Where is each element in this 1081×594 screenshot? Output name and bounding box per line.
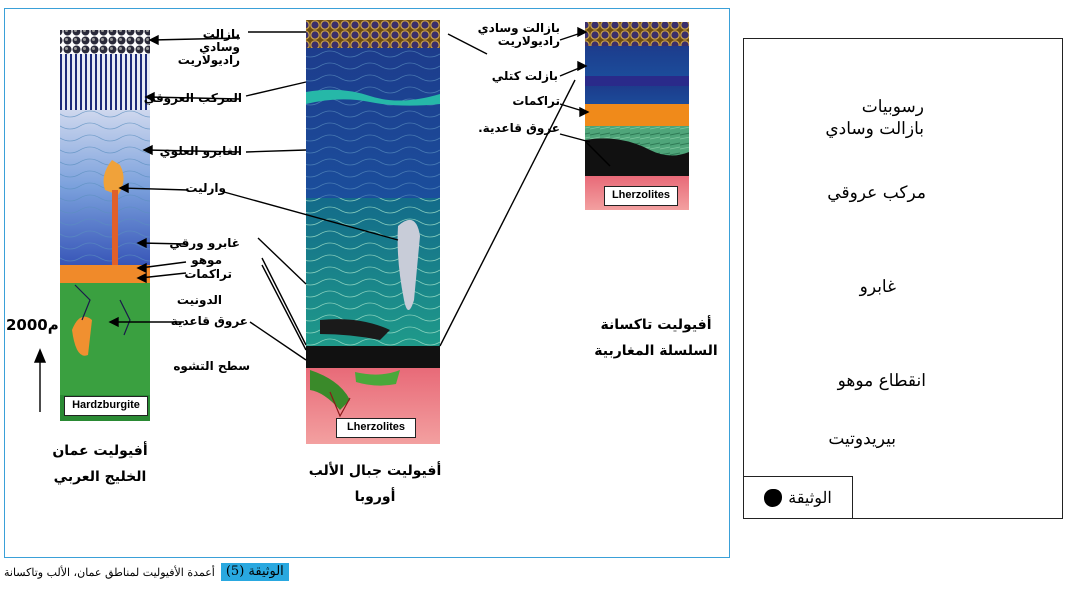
taxana-label-pillow: بازالت وسادي راديولاريت <box>477 21 560 48</box>
oman-title-line1: أفيوليت عمان <box>52 443 148 459</box>
ref-label-sediments: رسوبيات <box>861 97 924 117</box>
alps-rock-box <box>336 418 416 438</box>
oman-label-deformation: سطح التشوه <box>173 359 250 373</box>
taxana-rock-label: Lherzolites <box>611 189 671 201</box>
alps-column <box>306 20 440 444</box>
taxana-column <box>585 22 689 210</box>
taxana-label-massive: بازلت كتلي <box>491 69 558 83</box>
ref-label-peridotite: بيريدوتيت <box>828 429 896 449</box>
alps-pillow-layer <box>306 20 440 48</box>
ref-label-dyke: مركب عروقي <box>827 183 926 203</box>
taxana-title-line1: أفيوليت تاكسانة <box>600 317 712 333</box>
oman-label-basal-veins: عروق قاعدية <box>170 314 248 328</box>
oman-peridotite-layer <box>60 283 150 395</box>
alps-moho-layer <box>306 346 440 368</box>
ref-label-gabbro: غابرو <box>859 277 896 297</box>
oman-dyke-layer <box>60 54 150 110</box>
oman-label-upper-gabbro: الغابرو العلوي <box>159 144 242 158</box>
alps-rock-label: Lherzolites <box>346 421 406 433</box>
oman-label-cumulates: تراكمات <box>184 267 232 281</box>
alps-title-line1: أفيوليت جبال الألب <box>308 463 442 479</box>
alps-title <box>290 458 460 510</box>
oman-pillow-layer <box>60 30 150 54</box>
oman-rock-box <box>64 396 148 416</box>
ref-label-pillow: بازالت وسادي <box>825 119 924 139</box>
oman-label-moho: موهو <box>191 253 222 267</box>
oman-scale-label: 2000م <box>6 316 59 334</box>
taxana-rock-box <box>604 186 678 206</box>
oman-label-layered-gabbro: غابرو ورقي <box>169 236 240 250</box>
oman-title <box>40 438 160 490</box>
alps-title-line2: أوروبا <box>354 489 396 505</box>
oman-label-dyke: المركب العروقي <box>143 91 242 105</box>
reference-tag-text: الوثيقة <box>788 488 832 507</box>
taxana-pillow-layer <box>585 22 689 46</box>
reference-tag <box>743 476 853 519</box>
oman-label-pillow: بازالت وسادي راديولاريت <box>177 27 240 67</box>
oman-label-dunite: الدونيت <box>176 293 222 307</box>
taxana-cumulate-layer <box>585 104 689 126</box>
figure-caption <box>4 563 289 581</box>
ref-label-moho: انقطاع موهو <box>837 371 926 391</box>
caption-badge: الوثيقة (5) <box>221 563 289 581</box>
taxana-title-line2: السلسلة المغاربية <box>594 343 718 359</box>
oman-column <box>60 30 150 421</box>
blot-icon <box>764 489 782 507</box>
oman-rock-label: Hardzburgite <box>72 399 140 411</box>
oman-title-line2: الخليج العربي <box>53 469 147 485</box>
taxana-label-basal-veins: عروق قاعدية. <box>478 121 560 135</box>
oman-label-wehrlite: وارليت <box>185 181 226 195</box>
taxana-massive-layer <box>585 46 689 80</box>
taxana-title <box>594 312 718 364</box>
taxana-label-cumulates: تراكمات <box>512 94 560 108</box>
oman-cumulate-layer <box>60 265 150 283</box>
caption-text: أعمدة الأفيوليت لمناطق عمان، الألب وتاكسانة <box>4 565 215 579</box>
